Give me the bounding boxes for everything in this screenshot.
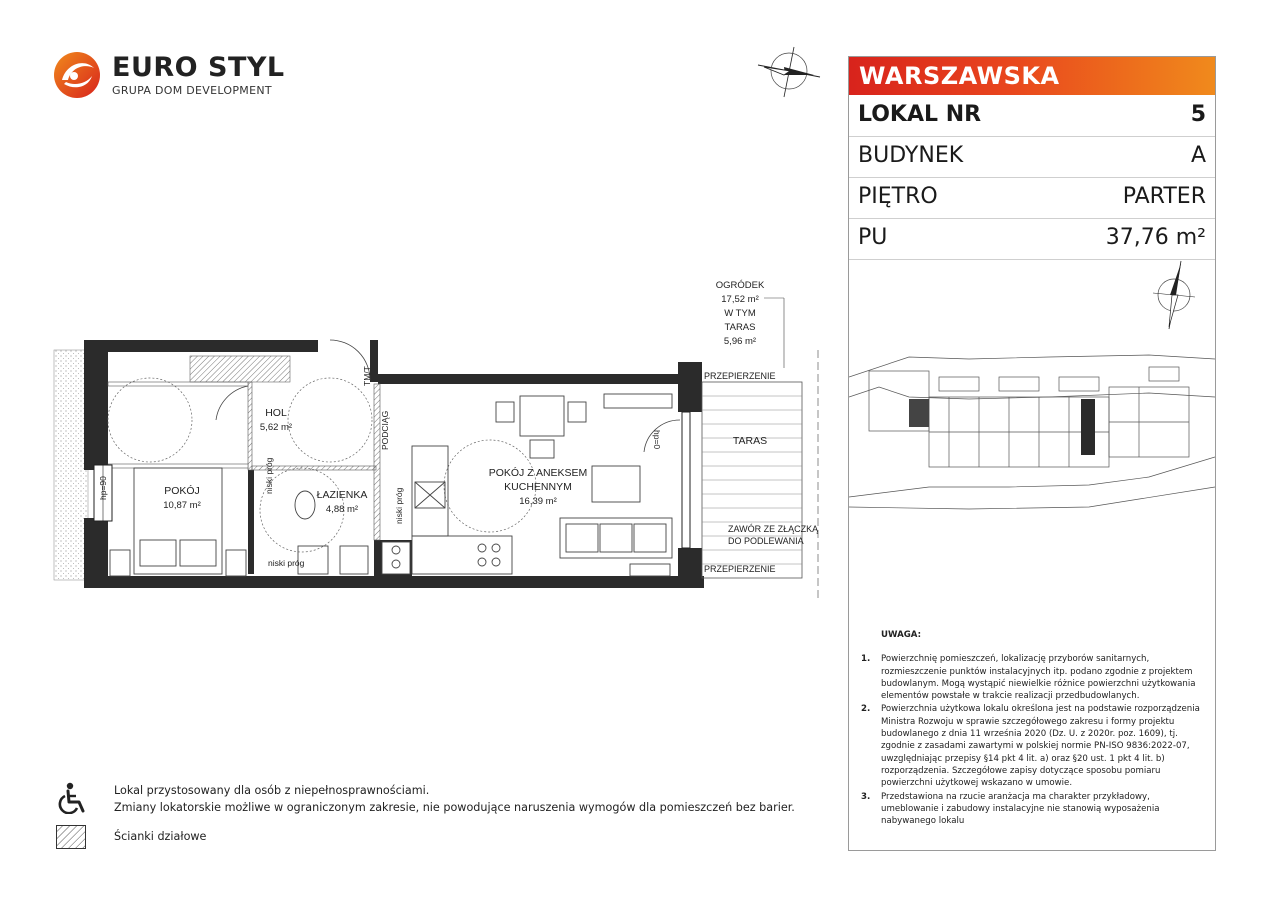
radiator [630, 564, 670, 576]
accessibility-note: Lokal przystosowany dla osób z niepełnosprawnościami. [114, 784, 430, 797]
row-value: 37,76 m² [1105, 225, 1206, 250]
room-label-lazienka: ŁAZIENKA [316, 489, 368, 501]
building-site-plan [849, 337, 1215, 542]
row-label: PU [858, 225, 888, 250]
garden-label: OGRÓDEK [715, 280, 765, 291]
window-height-label: hp=90 [98, 476, 108, 500]
sofa [560, 518, 672, 558]
brand-name: EURO STYL [112, 52, 285, 83]
partition-label-top: PRZEPIERZENIE [704, 371, 776, 381]
note-number: 2. [861, 704, 871, 715]
row-label: PIĘTRO [858, 184, 938, 209]
row-floor [849, 178, 1215, 219]
low-threshold-label: niski próg [268, 558, 305, 568]
row-area [849, 219, 1215, 260]
door-height-label: hp=0 [652, 430, 662, 450]
note-item [859, 703, 1204, 789]
row-value: PARTER [1122, 184, 1206, 209]
room-label-pokoj: POKÓJ [164, 485, 200, 497]
room-label-taras: TARAS [732, 435, 768, 447]
tenant-changes-note: Zmiany lokatorskie możliwe w ograniczonym zakresie, nie powodujące naruszenia wymogów dla pomieszczeń bez barier. [114, 801, 795, 814]
brand-logo [52, 50, 292, 102]
garden-terrace-label: TARAS [724, 322, 756, 333]
room-label-hol: HOL [265, 407, 287, 419]
row-value: 5 [1190, 102, 1206, 127]
room-area-lazienka: 4,88 m² [325, 504, 359, 515]
exterior-ground [54, 350, 88, 580]
beam-label: PODCIĄG [380, 410, 390, 450]
room-label-living-2: KUCHENNYM [504, 481, 572, 493]
hatch-icon [56, 825, 86, 849]
north-arrow-icon [754, 45, 824, 100]
low-threshold-label-2: niski próg [264, 457, 274, 494]
note-item [859, 653, 1204, 702]
tmt-label: TM/T [362, 366, 372, 386]
row-building [849, 137, 1215, 178]
row-label: BUDYNEK [858, 143, 964, 168]
garden-area: 17,52 m² [721, 294, 759, 305]
notes-section [859, 629, 1204, 828]
room-area-living: 16,39 m² [519, 496, 557, 507]
low-threshold-label-3: niski próg [394, 487, 404, 524]
room-area-hol: 5,62 m² [259, 422, 293, 433]
euro-styl-logo-icon [52, 50, 102, 100]
row-label: LOKAL NR [858, 102, 982, 127]
apartment-info-panel [848, 56, 1216, 851]
wheelchair-icon [57, 782, 87, 814]
brand-subtitle: GRUPA DOM DEVELOPMENT [112, 84, 272, 97]
note-text: Powierzchnię pomieszczeń, lokalizację przyborów sanitarnych, rozmieszczenie punktów instalacyjnych itp. podano zgodnie z projektem budowlanym. Mogą wystąpić niewielkie różnice powierzchni użytkowania elementów powstałe w trakcie realizacji przedbudowlanych. [881, 654, 1196, 702]
row-unit-number [849, 96, 1215, 137]
valve-label-2: DO PODLEWANIA [728, 536, 804, 546]
note-number: 1. [861, 654, 871, 665]
garden-terrace-area: 5,96 m² [723, 336, 757, 347]
partition-label-bottom: PRZEPIERZENIE [704, 564, 776, 574]
bathroom-fixtures [295, 446, 448, 574]
garden-includes: W TYM [724, 308, 756, 319]
terrace [702, 350, 818, 600]
note-item [859, 791, 1204, 828]
windows [94, 412, 690, 548]
panel-header [849, 57, 1215, 95]
row-value: A [1190, 143, 1206, 168]
partition-walls-legend: Ścianki działowe [114, 830, 207, 843]
floor-plan [40, 270, 840, 610]
valve-label-1: ZAWÓR ZE ZŁĄCZKĄ [728, 524, 819, 534]
room-label-living-1: POKÓJ Z ANEKSEM [488, 467, 588, 479]
investment-title: WARSZAWSKA [859, 62, 1060, 90]
note-text: Przedstawiona na rzucie aranżacja ma charakter przykładowy, umeblowanie i zabudowy instalacyjne nie stanowią wyposażenia nabywanego lokalu [881, 791, 1160, 827]
notes-title: UWAGA: [881, 630, 922, 640]
note-text: Powierzchnia użytkowa lokalu określona jest na podstawie rozporządzenia Ministra Rozwoju w sprawie szczegółowego zakresu i formy projektu budowlanego z dnia 11 września 2020 (Dz. U. z 2020r. poz. 1609), tj. zgodnie z zasadami zawartymi w polskiej normie PN-ISO 9836:2022-07, uwzględniając przepisy §14 pkt 4 lit. a) oraz §20 ust. 1 pkt 4 lit. b) rozporządzenia. Szczegółowe zapisy dotyczące sposobu pomiaru powierzchni użytkowej wskazano w umowie. [881, 704, 1200, 789]
kitchen-unit [382, 536, 512, 574]
north-arrow-small-icon [1149, 257, 1199, 332]
room-area-pokoj: 10,87 m² [163, 500, 201, 511]
note-number: 3. [861, 791, 871, 802]
